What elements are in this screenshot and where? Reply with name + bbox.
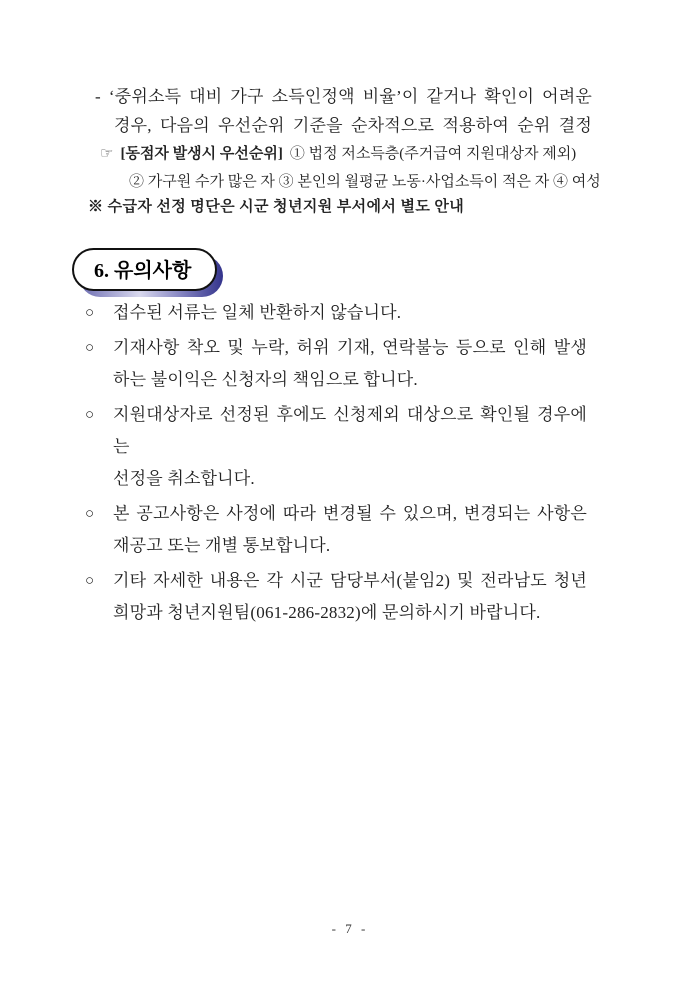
notice-item-2-line-2: 하는 불이익은 신청자의 책임으로 합니다. [113,370,418,389]
circle-bullet-icon: ○ [85,407,95,423]
notice-item-2-line-1: 기재사항 착오 및 누락, 허위 기재, 연락불능 등으로 인해 발생 [113,338,587,357]
circle-bullet-icon: ○ [85,506,95,522]
notice-item-3 [85,399,587,495]
priority-note [95,82,592,140]
recipient-notice-footnote: ※ 수급자 선정 명단은 시군 청년지원 부서에서 별도 안내 [88,199,465,215]
tiebreaker-title: [동점자 발생시 우선순위] [120,146,283,162]
circle-bullet-icon: ○ [85,340,95,356]
tiebreaker-note [100,140,625,196]
circle-bullet-icon: ○ [85,305,95,321]
notice-item-4-line-2: 재공고 또는 개별 통보합니다. [113,536,331,555]
notice-item-1-line-1: 접수된 서류는 일체 반환하지 않습니다. [113,303,402,322]
notice-item-5-line-2: 희망과 청년지원팀(061-286-2832)에 문의하시기 바랍니다. [113,603,541,622]
pointing-hand-icon: ☞ [100,146,114,162]
tiebreaker-item-1: ① 법정 저소득층(주거급여 지원대상자 제외) [289,146,577,162]
tiebreaker-line-1 [100,140,625,168]
section-header [72,248,217,291]
notice-item-4-line-1: 본 공고사항은 사정에 따라 변경될 수 있으며, 변경되는 사항은 [113,504,587,523]
priority-note-line-2: 경우, 다음의 우선순위 기준을 순차적으로 적용하여 순위 결정 [114,116,592,135]
notice-item-2 [85,332,587,396]
notice-item-4 [85,498,587,562]
priority-note-line-1: - ‘중위소득 대비 가구 소득인정액 비율’이 같거나 확인이 어려운 [95,87,592,106]
circle-bullet-icon: ○ [85,573,95,589]
section-title-pill [72,248,217,291]
page-number: - 7 - [331,921,369,936]
section-title: 6. 유의사항 [72,248,217,291]
notice-item-5 [85,565,587,629]
notice-item-3-line-2: 선정을 취소합니다. [113,469,255,488]
tiebreaker-line-2: ② 가구원 수가 많은 자 ③ 본인의 월평균 노동·사업소득이 적은 자 ④ 여성 [129,174,601,190]
notice-list [85,297,587,632]
notice-item-1 [85,297,587,329]
notice-item-5-line-1: 기타 자세한 내용은 각 시군 담당부서(붙임2) 및 전라남도 청년 [113,571,587,590]
notice-item-3-line-1: 지원대상자로 선정된 후에도 신청제외 대상으로 확인될 경우에는 [113,405,587,456]
